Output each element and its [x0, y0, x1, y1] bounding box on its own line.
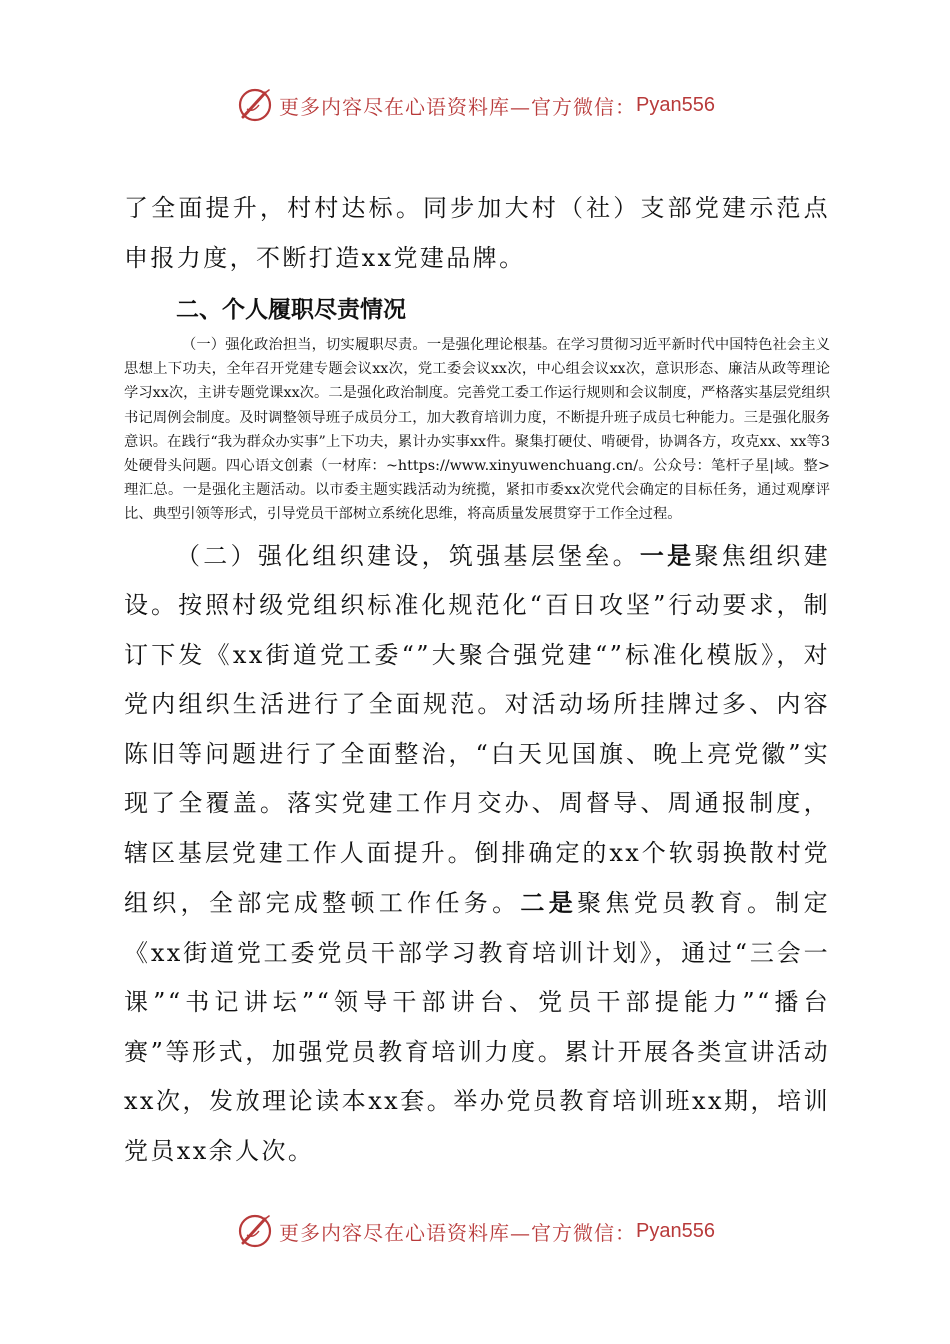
watermark-header	[0, 80, 950, 130]
para-body-first: 聚焦组织建设。按照村级党组织标准化规范化“百日攻坚”行动要求，制订下发《xx街道党工委“”大聚合强党建“”标准化模版》，对党内组织生活进行了全面规范。对活动场所挂牌过多、内容陈旧等问题进行了全面整治，“白天见国旗、晚上亮党徽”实现了全覆盖。落实党建工作月交办、周督导、周通报制度，辖区基层党建工作人面提升。倒排确定的xx个软弱换散村党组织，全部完成整顿工作任务。	[124, 541, 830, 918]
watermark-text: 更多内容尽在心语资料库—官方微信：	[279, 1220, 637, 1245]
pen-circle-logo-icon	[235, 1211, 275, 1251]
para-marker-second: 二是	[520, 888, 578, 918]
section-heading: 二、个人履职尽责情况	[176, 297, 406, 323]
watermark-account: Pyan556	[636, 93, 715, 116]
para-lead: （二）强化组织建设，筑强基层堡垒。	[176, 541, 640, 570]
pen-circle-logo-icon	[235, 85, 275, 125]
paragraph-organization	[124, 531, 830, 1177]
para-body-second: 聚焦党员教育。制定《xx街道党工委党员干部学习教育培训计划》，通过“三会一课”“书记讲坛”“领导干部讲台、党员干部提能力”“播台赛”等形式，加强党员教育培训力度。累计开展各类宣讲活动xx次，发放理论读本xx套。举办党员教育培训班xx期，培训党员xx余人次。	[124, 889, 830, 1165]
watermark-footer	[0, 1206, 950, 1256]
paragraph-continuation: 了全面提升，村村达标。同步加大村（社）支部党建示范点申报力度，不断打造xx党建品牌。	[124, 194, 830, 272]
para-marker-first: 一是	[639, 540, 695, 570]
document-body	[124, 184, 830, 1176]
paragraph-small-print: （一）强化政治担当，切实履职尽责。一是强化理论根基。在学习贯彻习近平新时代中国特色社会主义思想上下功夫，全年召开党建专题会议xx次，党工委会议xx次，中心组会议xx次，意识形态、廉洁从政等理论学习xx次，主讲专题党课xx次。二是强化政治制度。完善党工委工作运行规则和会议制度，严格落实基层党组织书记周例会制度。及时调整领导班子成员分工，加大教育培训力度，不断提升班子成员七种能力。三是强化服务意识。在践行“我为群众办实事”上下功夫，累计办实事xx件。聚集打硬仗、啃硬骨，协调各方，攻克xx、xx等3处硬骨头问题。四心语文创素（一材库：~https://www.xinyuwenchuang.cn/。公众号：笔杆子星|域。整>理汇总。一是强化主题活动。以市委主题实践活动为统揽，紧扣市委xx次党代会确定的目标任务，通过观摩评比、典型引领等形式，引导党员干部树立系统化思维，将高质量发展贯穿于工作全过程。	[124, 337, 830, 523]
watermark-text: 更多内容尽在心语资料库—官方微信：	[279, 94, 637, 119]
watermark-account: Pyan556	[636, 1219, 715, 1242]
